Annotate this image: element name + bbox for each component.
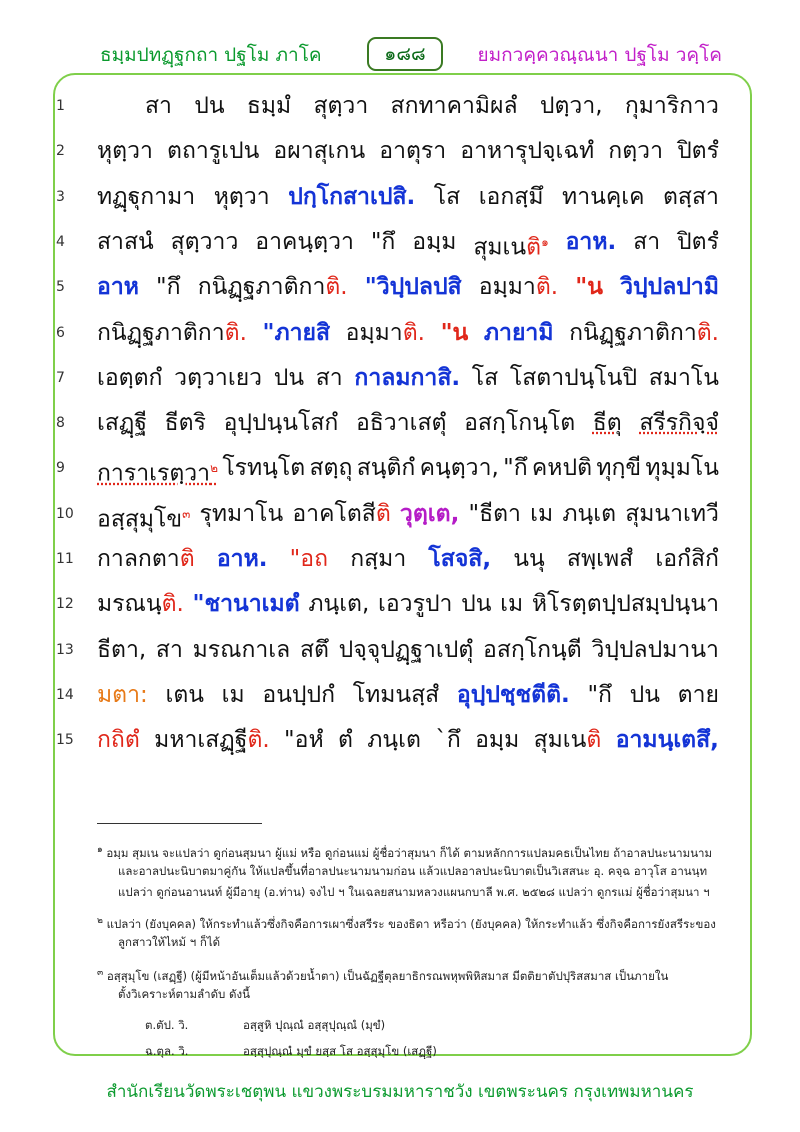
word: สา <box>315 364 343 391</box>
word: กาลมกาสิ. <box>354 364 461 391</box>
word: อาคโตสีติ <box>292 500 391 527</box>
word: โสตาปนฺโนปิ <box>509 364 638 391</box>
text-line <box>0 537 800 581</box>
analysis-row-label: ต.ตัป. วิ. <box>145 1018 189 1032</box>
word: สา <box>145 93 172 119</box>
word: ภนฺเต <box>367 727 421 754</box>
word: "น <box>440 319 469 346</box>
word: อนปฺปกํ <box>262 681 336 708</box>
word: อาตุรา <box>379 138 447 165</box>
word: อาห <box>97 274 139 301</box>
word: "กึ <box>370 228 396 255</box>
word: ภนฺเต <box>562 500 617 527</box>
word: เอกํสิกํ <box>655 546 719 572</box>
footnote-1-cont-b: แปลว่า ดูก่อนอานนท์ ผู้มีอายุ (อ.ท่าน) จงไป ฯ ในเฉลยสนามหลวงแผนกบาลี พ.ศ. ๒๕๒๘ แปลว่า ดูกรแม่ ผู้ชื่อว่าสุมนา ฯ <box>118 885 710 899</box>
word: "กึ <box>587 681 612 708</box>
text-line <box>0 628 800 672</box>
word: "อหํ <box>284 727 324 754</box>
word: วิปฺปลปมานา <box>591 636 719 663</box>
word: ตถารูเปน <box>167 138 260 165</box>
word: ธีตา, <box>97 636 147 663</box>
word: สรีรกิจฺจํ <box>639 410 719 437</box>
word: ธีตริ <box>164 410 206 437</box>
word: "กึ <box>503 455 528 482</box>
line-text <box>97 582 719 626</box>
word: โส <box>433 183 461 210</box>
word: สาสนํ <box>97 228 154 255</box>
line-text <box>97 446 719 496</box>
word: ปกฺโกสาเปสิ. <box>288 183 416 210</box>
line-number: 2 <box>56 143 65 160</box>
line-text <box>145 84 719 128</box>
word: หุตฺวา <box>213 183 270 210</box>
word: เสฏฺฐี <box>97 410 148 437</box>
word: ปน <box>461 591 492 618</box>
word: ปน <box>273 364 305 391</box>
text-line <box>0 673 800 717</box>
word: อามนฺเตสึ, <box>615 727 719 754</box>
word: โสจสิ, <box>428 546 492 572</box>
line-text <box>97 537 719 581</box>
word: สุมเนติ$^๑$ <box>473 234 549 261</box>
word: วิปฺปลปามิ <box>620 274 719 301</box>
word: มรณกาเล <box>192 636 291 663</box>
word: "ธีตา <box>468 500 521 527</box>
line-text <box>97 356 719 400</box>
word: อมฺม <box>475 727 520 754</box>
word: `กึ <box>435 727 461 754</box>
line-number: 1 <box>56 98 65 114</box>
line-text <box>97 718 719 762</box>
word: สุตฺวาว <box>170 228 239 255</box>
line-text <box>97 628 719 672</box>
word: อาคนฺตฺวา <box>255 228 354 255</box>
word: กสฺมา <box>350 546 407 572</box>
footnote-1-cont-a: และอาลปนะนิบาตมาคู่กัน ให้แปลขึ้นที่อาลปนะนามนามก่อน แล้วแปลอาลปนะนิบาตเป็นวิเสสนะ อุ. คจฺฉ อาวุโส อานนฺท <box>118 864 708 878</box>
word: สุตฺวา <box>313 93 369 119</box>
text-line <box>0 265 800 309</box>
word: ปน <box>194 93 225 119</box>
word: คนฺตฺวา, <box>419 455 499 482</box>
word: เตน <box>165 681 204 708</box>
word: ปน <box>629 681 660 708</box>
word: วตฺวาเยว <box>174 364 263 391</box>
word: โส <box>471 364 499 391</box>
line-text <box>97 311 719 355</box>
word: เอกสฺมึ <box>478 183 544 210</box>
word: กนิฏฺฐภาติกาติ. <box>569 319 719 346</box>
word: สนฺติกํ <box>356 455 416 482</box>
word: สตฺถุ <box>309 455 353 482</box>
line-number: 13 <box>56 641 74 658</box>
text-line <box>0 356 800 400</box>
word: เม <box>221 681 245 708</box>
word: อมฺม <box>412 228 457 255</box>
text-line <box>0 220 800 264</box>
word: "อถ <box>289 546 328 572</box>
word: การาเรตฺวา$^๒$ <box>97 461 219 488</box>
word: อาห. <box>565 228 617 255</box>
footnote-1: $^๑$ อมฺม สุมเน จะแปลว่า ดูก่อนสุมนา ผู้แม่ หรือ ดูก่อนแม่ ผู้ชื่อว่าสุมนา ก็ได้ ตามหลักการแปลมคธเป็นไทย ถ้าอาลปนะนามนาม <box>97 845 713 860</box>
line-text <box>97 673 719 717</box>
word: อสกฺโกนฺโต <box>464 410 576 437</box>
word: ทานคฺเค <box>562 183 645 210</box>
line-number: 15 <box>56 732 74 749</box>
text-line <box>0 718 800 762</box>
word: สา <box>633 228 661 255</box>
analysis-row-label: ฉ.ตุล. วิ. <box>145 1044 189 1058</box>
word: ธีตุ <box>592 410 622 437</box>
word: อุปฺปนฺนโสกํ <box>223 410 339 437</box>
word: สุมเนติ <box>533 727 602 754</box>
footnote-rule <box>97 823 262 824</box>
word: สุมนาเทวี <box>625 500 719 527</box>
word: หุตฺวา <box>97 138 153 165</box>
word: มรณนฺติ. <box>97 591 184 618</box>
header-left-title: ธมฺมปทฏฺฐกถา ปฐโม ภาโค <box>100 44 322 66</box>
word: อาห. <box>216 546 268 572</box>
line-number: 12 <box>56 596 74 613</box>
word: "น <box>575 274 603 301</box>
text-line <box>0 582 800 626</box>
word: สตึ <box>299 636 329 663</box>
word: เม <box>530 500 554 527</box>
word: "วิปฺปลปสิ <box>364 274 462 301</box>
word: สพฺเพสํ <box>566 546 634 572</box>
word: วุตฺเต, <box>399 500 460 527</box>
word: ตาย <box>677 681 719 708</box>
line-number: 7 <box>56 369 65 386</box>
line-text <box>97 265 719 309</box>
word: กตฺวา <box>608 138 663 165</box>
word: หิโรตฺตปฺปสมฺปนฺนา <box>531 591 719 618</box>
word: สมาโน <box>648 364 719 391</box>
word: กุมาริกาว <box>624 93 719 119</box>
footnote-3-cont: ตั้งวิเคราะห์ตามลำดับ ดังนี้ <box>118 987 250 1001</box>
text-line <box>0 84 800 128</box>
word: ทฏฺฐุกามา <box>97 183 196 210</box>
line-number: 11 <box>56 551 74 567</box>
line-number: 3 <box>56 188 65 205</box>
line-number: 5 <box>56 279 65 296</box>
word: กนิฏฺฐภาติกาติ. <box>97 319 247 346</box>
line-text <box>97 492 719 542</box>
word: ปิตรํ <box>677 228 719 255</box>
word: อุปฺปชฺชตีติ. <box>456 681 570 708</box>
line-text <box>97 129 719 173</box>
word: สา <box>155 636 183 663</box>
word: อาหารุปจฺเฉทํ <box>460 138 595 165</box>
word: คหปติ <box>531 455 593 482</box>
footnote-3: $^๓$ อสฺสุมุโข (เสฏฺฐี) (ผู้มีหน้าอันเต็มแล้วด้วยน้ำตา) เป็นฉัฏฐีตุลยาธิกรณพหุพพิหิสมาส มีตติยาตัปปุริสสมาส เป็นภายใน <box>97 968 669 983</box>
page-footer: สำนักเรียนวัดพระเชตุพน แขวงพระบรมมหาราชวัง เขตพระนคร กรุงเทพมหานคร <box>106 1082 694 1102</box>
footnote-2: $^๒$ แปลว่า (ยังบุคคล) ให้กระทำแล้วซึ่งกิจคือการเผาซึ่งสรีระ ของธิดา หรือว่า (ยังบุคคล) ให้กระทำแล้ว ซึ่งกิจคือการยังสรีระของ <box>97 916 716 931</box>
word: สกทาคามิผลํ <box>390 93 518 119</box>
word: ปตฺวา, <box>539 93 603 119</box>
header-right-title: ยมกวคฺควณฺณนา ปฐโม วคฺโค <box>477 44 722 66</box>
word: ตสฺสา <box>663 183 719 210</box>
footnote-2-cont: ลูกสาวให้ไหม้ ฯ ก็ได้ <box>118 935 221 949</box>
word: กถิตํ <box>97 727 140 754</box>
word: อสกฺโกนฺตี <box>483 636 582 663</box>
word: โทมนสฺสํ <box>352 681 440 708</box>
line-number: 4 <box>56 233 65 250</box>
text-line <box>0 446 800 490</box>
word: เอตฺตกํ <box>97 364 163 391</box>
line-number: 8 <box>56 415 65 432</box>
word: "ภายสิ <box>262 319 331 346</box>
text-line <box>0 311 800 355</box>
word: "ชานาเมตํ <box>192 591 300 618</box>
word: อมฺมาติ. <box>478 274 559 301</box>
word: โรทนฺโต <box>222 455 306 482</box>
page-number: ๑๘๘ <box>367 37 443 71</box>
word: อธิวาเสตุํ <box>355 410 447 437</box>
word: อผาสุเกน <box>273 138 366 165</box>
word: ทุกฺขี <box>596 455 642 482</box>
line-number: 10 <box>56 505 74 522</box>
word: ภนฺเต, <box>308 591 370 618</box>
word: มตา: <box>97 681 148 708</box>
line-text <box>97 401 719 445</box>
line-number: 6 <box>56 324 65 341</box>
word: กาลกตาติ <box>97 546 195 572</box>
word: ภายามิ <box>483 319 554 346</box>
word: "กึ <box>156 274 181 301</box>
word: เอวรูปา <box>378 591 453 618</box>
word: ทุมฺมโน <box>645 455 719 482</box>
word: นนุ <box>513 546 545 572</box>
line-number: 14 <box>56 686 74 703</box>
word: อสฺสุมุโข$^๓$ <box>97 506 191 533</box>
text-line <box>0 129 800 173</box>
word: ธมฺมํ <box>246 93 292 119</box>
text-line <box>0 175 800 219</box>
analysis-row-text: อสฺสูหิ ปุณฺณํ อสฺสุปุณฺณํ (มุขํ) <box>243 1018 386 1032</box>
line-number: 9 <box>56 460 65 477</box>
word: ปิตรํ <box>677 138 719 165</box>
analysis-row-text: อสฺสุปุณฺณํ มุขํ ยสฺส โส อสฺสุมุโข (เสฏฺฐี) <box>243 1044 437 1058</box>
word: ตํ <box>337 727 353 754</box>
text-line <box>0 401 800 445</box>
word: ปจฺจุปฏฺฐาเปตุํ <box>338 636 474 663</box>
word: มหาเสฏฺฐีติ. <box>154 727 270 754</box>
line-text <box>97 175 719 219</box>
text-line <box>0 492 800 536</box>
word: อมฺมาติ. <box>345 319 425 346</box>
word: กนิฏฺฐภาติกาติ. <box>197 274 348 301</box>
word: รุทมาโน <box>199 500 284 527</box>
line-text <box>97 220 719 270</box>
word: เม <box>500 591 524 618</box>
